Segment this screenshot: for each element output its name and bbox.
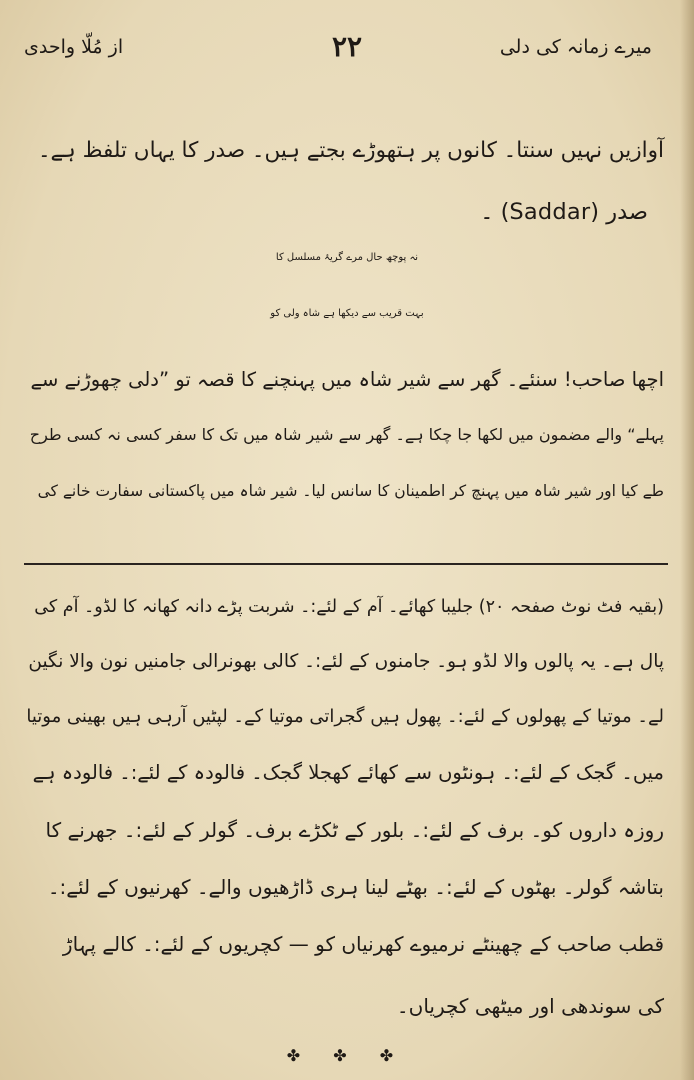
paragraph-line-1: اچھا صاحب! سنئے۔ گھر سے شیر شاہ میں پہنچنے کا قصہ تو ”دلی چھوڑنے سے: [30, 368, 664, 391]
footnote-line-2: پال ہے۔ یہ پالوں والا لڈو ہو۔ جامنوں کے لئے:۔ کالی بھونرالی جامنیں نون والا نگین: [28, 651, 664, 672]
page-spine-shadow: [680, 0, 694, 1080]
running-head-title: میرے زمانہ کی دلی: [499, 36, 652, 58]
saddar-latin: (Saddar): [500, 199, 600, 225]
footnote-line-7: قطب صاحب کے چھینٹے نرمیوے کھرنیاں کو — کچریوں کے لئے:۔ کالے پہاڑ: [62, 932, 664, 956]
footnote-line-3: لے۔ موتیا کے پھولوں کے لئے:۔ پھول ہیں گجراتی موتیا کے۔ لپٹیں آرہی ہیں بھینی موتیا: [26, 706, 664, 727]
body-line-1: آوازیں نہیں سنتا۔ کانوں پر ہتھوڑے بجتے ہیں۔ صدر کا یہاں تلفظ ہے۔: [37, 138, 664, 163]
body-line-2: [480, 199, 648, 225]
ornament-stars: ✤ ✤ ✤: [286, 1046, 408, 1065]
footnote-line-4: میں۔ گجک کے لئے:۔ ہونٹوں سے کھائے کھجلا گجک۔ فالودہ کے لئے:۔ فالودہ ہے: [32, 761, 664, 784]
verse-line-1: نہ پوچھ حال مرے گریۂ مسلسل کا: [275, 252, 419, 263]
footnote-line-5: روزہ داروں کو۔ برف کے لئے:۔ بلور کے ٹکڑے برف۔ گولر کے لئے:۔ جھرنے کا: [45, 818, 664, 842]
footnote-line-6: بتاشہ گولر۔ بھٹوں کے لئے:۔ بھٹے لینا ہری ڈاڑھیوں والے۔ کھرنیوں کے لئے:۔: [47, 875, 664, 899]
paragraph-line-2: پہلے“ والے مضمون میں لکھا جا چکا ہے۔ گھر سے شیر شاہ میں تک کا سفر کسی نہ کسی طرح: [29, 425, 664, 444]
running-head-author: از مُلّا واحدی: [24, 36, 124, 58]
verse-line-2: بہت قریب سے دیکھا ہے شاہ ولی کو: [270, 308, 424, 319]
line-2-end-mark: ۔: [480, 199, 494, 225]
saddar-urdu: صدر: [606, 199, 648, 225]
footnote-line-8: کی سوندھی اور میٹھی کچریاں۔: [396, 994, 664, 1018]
footnote-divider: [24, 563, 668, 565]
page-number: ۲۲: [331, 30, 363, 63]
paragraph-line-3: طے کیا اور شیر شاہ میں پہنچ کر اطمینان کا سانس لیا۔ شیر شاہ میں پاکستانی سفارت خانے کی: [37, 482, 664, 500]
footnote-line-1: (بقیہ فٹ نوٹ صفحہ ۲۰) جلیبا کھائے۔ آم کے لئے:۔ شربت پڑے دانہ کھانہ کا لڈو۔ آم کی: [34, 597, 664, 617]
